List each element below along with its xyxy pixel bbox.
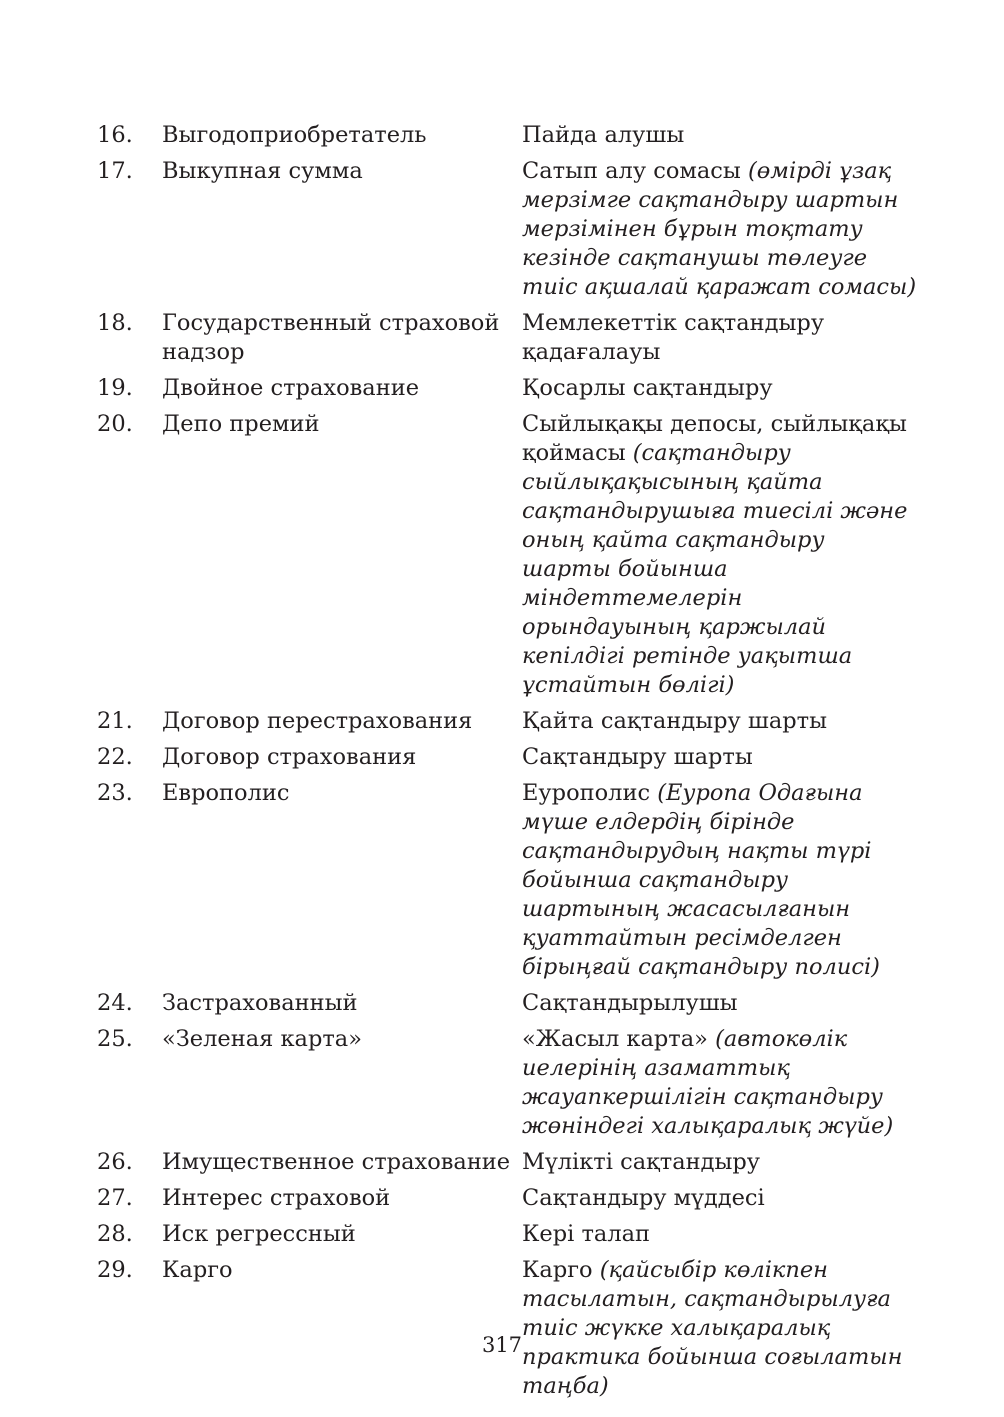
russian-term: Договор перестрахования — [162, 708, 473, 734]
glossary-entry — [97, 1184, 917, 1213]
entry-number: 18. — [97, 310, 133, 336]
kazakh-term: Сатып алу сомасы — [522, 158, 741, 184]
entry-number: 17. — [97, 158, 133, 184]
kazakh-translation — [522, 743, 917, 772]
kazakh-definition: (сақтандыру сыйлықақысының қайта сақтандырушыға тиесілі және оның қайта сақтандыру шарты бойынша міндеттемелерін орындауының қаржылай кепілдігі ретінде уақытша ұстайтын бөлігі) — [522, 440, 908, 698]
glossary-entry — [97, 374, 917, 403]
glossary-entry — [97, 1025, 917, 1141]
entry-number: 21. — [97, 708, 133, 734]
russian-term: Европолис — [162, 780, 290, 806]
glossary-entry — [97, 743, 917, 772]
entry-number: 25. — [97, 1026, 133, 1052]
kazakh-definition: (автокөлік иелерінің азаматтық жауапкершілігін сақтандыру жөніндегі халықаралық жүйе) — [522, 1026, 894, 1139]
kazakh-translation — [522, 410, 917, 700]
kazakh-translation — [522, 121, 917, 150]
kazakh-term: Мүлікті сақтандыру — [522, 1149, 761, 1175]
glossary-entry — [97, 707, 917, 736]
kazakh-term: Сақтандыру мүддесі — [522, 1185, 765, 1211]
kazakh-translation — [522, 1256, 917, 1401]
russian-term: Выкупная сумма — [162, 158, 363, 184]
glossary-entry — [97, 779, 917, 982]
russian-term: Интерес страховой — [162, 1185, 391, 1211]
russian-term: Двойное страхование — [162, 375, 420, 401]
kazakh-translation — [522, 309, 917, 367]
entry-number: 28. — [97, 1221, 133, 1247]
glossary-entry — [97, 121, 917, 150]
page-number: 317 — [481, 1333, 523, 1357]
russian-term: Выгодоприобретатель — [162, 122, 427, 148]
glossary-entry — [97, 157, 917, 302]
glossary-entry — [97, 1148, 917, 1177]
russian-term: Договор страхования — [162, 744, 417, 770]
kazakh-translation — [522, 157, 917, 302]
kazakh-term: Кері талап — [522, 1221, 651, 1247]
kazakh-term: Пайда алушы — [522, 122, 685, 148]
glossary-list — [97, 121, 917, 1408]
kazakh-translation — [522, 1025, 917, 1141]
kazakh-term: Сақтандырылушы — [522, 990, 738, 1016]
kazakh-term: Сыйлықақы депосы, сыйлықақы қоймасы — [522, 411, 907, 466]
russian-term: Иск регрессный — [162, 1221, 356, 1247]
kazakh-term: «Жасыл карта» — [522, 1026, 708, 1052]
glossary-entry — [97, 410, 917, 700]
kazakh-translation — [522, 707, 917, 736]
entry-number: 27. — [97, 1185, 133, 1211]
kazakh-term: Еурополис — [522, 780, 651, 806]
kazakh-term: Қосарлы сақтандыру — [522, 375, 773, 401]
kazakh-translation — [522, 1148, 917, 1177]
entry-number: 23. — [97, 780, 133, 806]
entry-number: 16. — [97, 122, 133, 148]
kazakh-definition: (Еуропа Одағына мүше елдердің бірінде сақтандырудың нақты түрі бойынша сақтандыру шартының жасасылғанын қуаттайтын ресімделген бірыңғай сақтандыру полисі) — [522, 780, 880, 980]
kazakh-translation — [522, 1184, 917, 1213]
entry-number: 24. — [97, 990, 133, 1016]
entry-number: 19. — [97, 375, 133, 401]
kazakh-term: Мемлекеттік сақтандыру қадағалауы — [522, 310, 825, 365]
russian-term: Карго — [162, 1257, 233, 1283]
glossary-entry — [97, 989, 917, 1018]
kazakh-definition: (өмірді ұзақ мерзімге сақтандыру шартын мерзімінен бұрын тоқтату кезінде сақтанушы төлеуге тиіс ақшалай қаражат сомасы) — [522, 158, 917, 300]
entry-number: 29. — [97, 1257, 133, 1283]
entry-number: 22. — [97, 744, 133, 770]
russian-term: Депо премий — [162, 411, 320, 437]
russian-term: Имущественное страхование — [162, 1149, 511, 1175]
glossary-entry — [97, 1256, 917, 1401]
kazakh-translation — [522, 989, 917, 1018]
glossary-entry — [97, 309, 917, 367]
entry-number: 20. — [97, 411, 133, 437]
kazakh-translation — [522, 374, 917, 403]
entry-number: 26. — [97, 1149, 133, 1175]
kazakh-term: Қайта сақтандыру шарты — [522, 708, 827, 734]
russian-term: Застрахованный — [162, 990, 358, 1016]
kazakh-definition: (қайсыбір көлікпен тасылатын, сақтандырылуға тиіс жүкке халықаралық практика бойынша соғылатын таңба) — [522, 1257, 903, 1399]
russian-term: Государственный страховой надзор — [162, 310, 500, 365]
glossary-entry — [97, 1220, 917, 1249]
russian-term: «Зеленая карта» — [162, 1026, 362, 1052]
kazakh-term: Карго — [522, 1257, 593, 1283]
kazakh-translation — [522, 1220, 917, 1249]
kazakh-translation — [522, 779, 917, 982]
kazakh-term: Сақтандыру шарты — [522, 744, 753, 770]
